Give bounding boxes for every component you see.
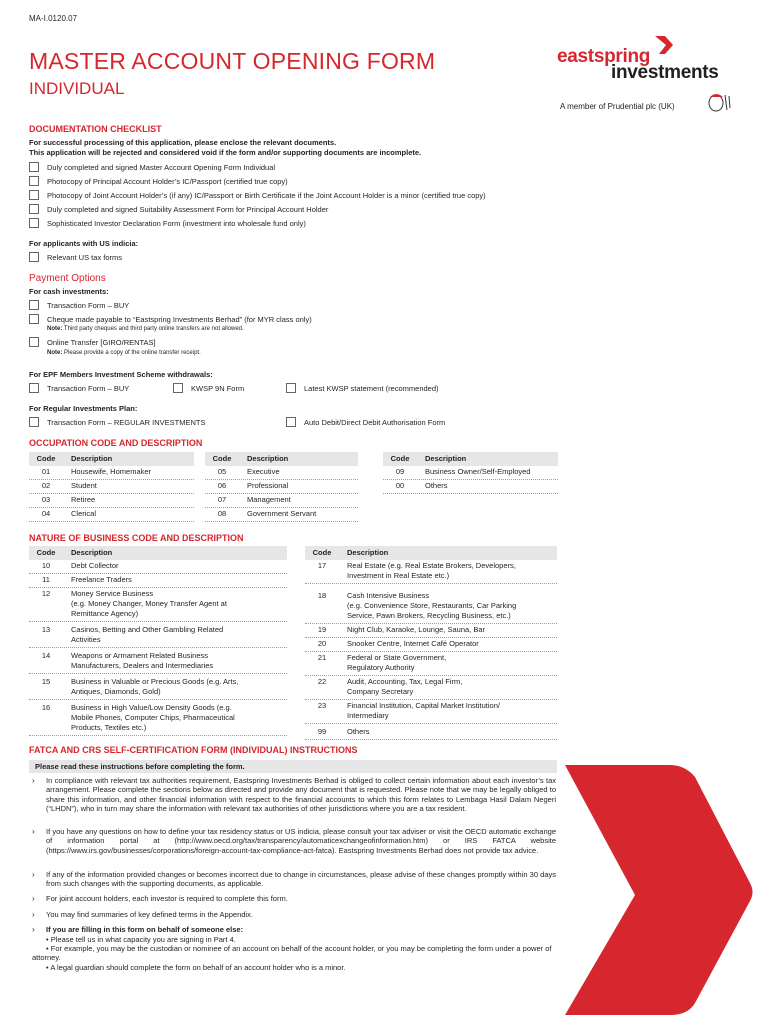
business-description: Cash Intensive Business (e.g. Convenience Store, Restaurants, Car Parking Service, Pawn Brokers, Recycling Business, etc.) [347, 591, 517, 620]
table-row [205, 494, 358, 508]
table-header [305, 546, 557, 560]
business-code: 17 [317, 561, 327, 570]
occupation-code: 05 [217, 467, 227, 476]
logo-text-investments: investments [611, 62, 719, 83]
table-row [29, 588, 287, 622]
business-description: Business in High Value/Low Density Goods (e.g. Mobile Phones, Computer Chips, Pharmaceutical Products, Textiles etc.) [71, 703, 235, 732]
business-description: Weapons or Armament Related Business Manufacturers, Dealers and Intermediaries [71, 651, 214, 670]
table-header [29, 546, 287, 560]
business-code: 14 [41, 651, 51, 660]
table-row [305, 652, 557, 676]
table-row [29, 702, 287, 736]
logo-swoosh-icon [651, 34, 677, 56]
checkbox[interactable] [29, 337, 39, 347]
business-description: Others [347, 727, 370, 736]
table-row [29, 676, 287, 700]
chevron-right-icon: › [32, 894, 35, 903]
table-row [383, 466, 558, 480]
cash-heading: For cash investments: [29, 287, 109, 296]
instruction-item: › If any of the information provided changes or becomes incorrect due to change in circumstances, please advise of these changes promptly within 30 days from such changes with the supporting documents, as applicable. [32, 870, 556, 889]
table-row [29, 574, 287, 588]
payment-heading: Payment Options [29, 273, 106, 284]
business-description: Casinos, Betting and Other Gambling Related Activities [71, 625, 224, 644]
occupation-code: 06 [217, 481, 227, 490]
column-code-header: Code [390, 454, 410, 463]
business-code: 16 [41, 703, 51, 712]
payment-item: Transaction Form – BUY [29, 300, 129, 310]
fatca-heading: FATCA AND CRS SELF-CERTIFICATION FORM (INDIVIDUAL) INSTRUCTIONS [29, 745, 358, 755]
table-row [29, 650, 287, 674]
chevron-right-icon: › [32, 910, 35, 919]
table-row [29, 624, 287, 648]
chevron-right-icon: › [32, 870, 35, 879]
business-description: Night Club, Karaoke, Lounge, Sauna, Bar [347, 625, 486, 634]
chevron-right-icon: › [32, 827, 35, 836]
instruction-item: › For joint account holders, each investor is required to complete this form. [32, 894, 288, 903]
member-text: A member of Prudential plc (UK) [560, 102, 675, 111]
chevron-right-icon: › [32, 925, 35, 934]
table-row [29, 560, 287, 574]
business-code: 19 [317, 625, 327, 634]
instruction-item: › You may find summaries of key defined terms in the Appendix. [32, 910, 253, 919]
column-code-header: Code [312, 548, 332, 557]
chevron-right-icon: › [32, 776, 35, 785]
bullet-dot-icon: • [46, 935, 49, 944]
instruction-item: › If you are filling in this form on behalf of someone else: [32, 925, 244, 934]
checkbox[interactable] [173, 383, 183, 393]
column-code-header: Code [212, 454, 232, 463]
checkbox[interactable] [286, 383, 296, 393]
instruction-item: › In compliance with relevant tax authorities requirement, Eastspring Investments Berhad is obliged to collect certain information about each investor’s tax arrangement. Please complete the sections below as directed and provide any document that is requested. Please note that we may be legally obliged to share this information, and other financial information with respect to the financial accounts to which this form relates to Lembaga Hasil Dalam Negeri (“LHDN”), who in turn may share the information with relevant tax authorities of other jurisdictions where you are a tax resident. [32, 776, 556, 813]
regular-item: Transaction Form – REGULAR INVESTMENTS [29, 417, 206, 427]
epf-item: Transaction Form – BUY [29, 383, 129, 393]
occupation-description: Housewife, Homemaker [71, 467, 152, 476]
occupation-code: 01 [41, 467, 51, 476]
occupation-description: Retiree [71, 495, 96, 504]
table-row [305, 624, 557, 638]
table-row [383, 480, 558, 494]
column-description-header: Description [71, 548, 113, 557]
table-row [29, 466, 194, 480]
column-description-header: Description [425, 454, 467, 463]
business-code: 12 [41, 589, 51, 598]
occupation-description: Management [247, 495, 291, 504]
business-code: 23 [317, 701, 327, 710]
business-code: 18 [317, 591, 327, 600]
behalf-item: • A legal guardian should complete the form on behalf of an account holder who is a minor. [46, 963, 346, 972]
page-title: MASTER ACCOUNT OPENING FORM [29, 48, 436, 74]
regular-item: Auto Debit/Direct Debit Authorisation Form [286, 417, 445, 427]
occupation-description: Clerical [71, 509, 97, 518]
regular-heading: For Regular Investments Plan: [29, 404, 138, 413]
checklist-heading: DOCUMENTATION CHECKLIST [29, 124, 162, 134]
table-row [305, 700, 557, 724]
business-code: 99 [317, 727, 327, 736]
checklist-item: Relevant US tax forms [29, 252, 122, 262]
occupation-description: Student [71, 481, 97, 490]
checkbox[interactable] [29, 176, 39, 186]
column-description-header: Description [247, 454, 289, 463]
occupation-description: Government Servant [247, 509, 317, 518]
occupation-description: Executive [247, 467, 280, 476]
eastspring-logo [555, 34, 740, 94]
epf-item: Latest KWSP statement (recommended) [286, 383, 439, 393]
occupation-description: Business Owner/Self-Employed [425, 467, 531, 476]
payment-note-2: Note: Please provide a copy of the online transfer receipt. [47, 350, 201, 356]
business-description: Snooker Centre, Internet Café Operator [347, 639, 479, 648]
occupation-heading: OCCUPATION CODE AND DESCRIPTION [29, 438, 203, 448]
checkbox[interactable] [29, 218, 39, 228]
checkbox[interactable] [29, 300, 39, 310]
table-row [305, 560, 557, 584]
occupation-code: 04 [41, 509, 51, 518]
business-description: Real Estate (e.g. Real Estate Brokers, Developers, Investment in Real Estate etc.) [347, 561, 516, 580]
table-row [205, 480, 358, 494]
occupation-code: 08 [217, 509, 227, 518]
business-code: 11 [42, 575, 50, 584]
red-chevron-graphic-icon [565, 765, 755, 1015]
checkbox[interactable] [29, 162, 39, 172]
table-row [305, 590, 557, 624]
column-description-header: Description [71, 454, 113, 463]
occupation-code: 07 [217, 495, 227, 504]
checklist-item: Duly completed and signed Suitability Assessment Form for Principal Account Holder [29, 204, 328, 214]
checklist-item: Photocopy of Joint Account Holder’s (if any) IC/Passport or Birth Certificate if the Joint Account Holder is a minor (certified true copy) [29, 190, 486, 200]
checkbox[interactable] [29, 314, 39, 324]
bullet-dot-icon: • [46, 944, 49, 953]
table-row [305, 638, 557, 652]
table-row [205, 508, 358, 522]
checklist-item: Sophisticated Investor Declaration Form (investment into wholesale fund only) [29, 218, 306, 228]
occupation-code: 09 [395, 467, 405, 476]
payment-note-1: Note: Third party cheques and third party online transfers are not allowed. [47, 326, 244, 332]
prudential-logo-icon [703, 92, 735, 114]
read-instructions-banner: Please read these instructions before completing the form. [29, 760, 557, 773]
occupation-description: Others [425, 481, 448, 490]
business-code: 20 [317, 639, 327, 648]
table-row [305, 726, 557, 740]
table-header [383, 452, 558, 466]
checkbox[interactable] [29, 252, 39, 262]
business-code: 13 [41, 625, 51, 634]
business-description: Business in Valuable or Precious Goods (e.g. Arts, Antiques, Diamonds, Gold) [71, 677, 239, 696]
column-code-header: Code [36, 548, 56, 557]
column-description-header: Description [347, 548, 389, 557]
table-row [305, 676, 557, 700]
checkbox[interactable] [29, 417, 39, 427]
table-row [29, 480, 194, 494]
checklist-item: Photocopy of Principal Account Holder’s IC/Passport (certified true copy) [29, 176, 288, 186]
instruction-item: › If you have any questions on how to define your tax residency status or US indicia, please consult your tax adviser or visit the OECD automatic exchange of information portal at (http://www.oecd.org/tax/transparency/automaticexchangeofinformation.htm) or IRS FATCA website (https://www.irs.gov/businesses/corporations/foreign-account-tax-compliance-act-fatca). Eastspring Investments Berhad does not provide tax advice. [32, 827, 556, 855]
form-number: MA-I.0120.07 [29, 14, 78, 23]
behalf-item: • For example, you may be the custodian or nominee of an account on behalf of the account holder, or you may be completing the form under a power of attorney. [32, 944, 552, 963]
checklist-item: Duly completed and signed Master Account Opening Form Individual [29, 162, 275, 172]
checklist-intro-2: This application will be rejected and considered void if the form and/or supporting documents are incomplete. [29, 148, 422, 157]
table-header [29, 452, 194, 466]
payment-item: Online Transfer [GIRO/RENTAS] [29, 337, 156, 347]
checkbox[interactable] [29, 204, 39, 214]
business-description: Federal or State Government, Regulatory Authority [347, 653, 447, 672]
epf-heading: For EPF Members Investment Scheme withdrawals: [29, 370, 213, 379]
business-code: 10 [41, 561, 51, 570]
table-row [29, 494, 194, 508]
table-header [205, 452, 358, 466]
column-code-header: Code [36, 454, 56, 463]
occupation-code: 02 [41, 481, 51, 490]
business-code: 22 [317, 677, 327, 686]
payment-item: Cheque made payable to “Eastspring Investments Berhad” (for MYR class only) [29, 314, 312, 324]
occupation-description: Professional [247, 481, 289, 490]
business-code: 15 [41, 677, 51, 686]
behalf-item: • Please tell us in what capacity you are signing in Part 4. [46, 935, 236, 944]
business-description: Audit, Accounting, Tax, Legal Firm, Company Secretary [347, 677, 463, 696]
checkbox[interactable] [29, 190, 39, 200]
table-row [205, 466, 358, 480]
epf-item: KWSP 9N Form [173, 383, 244, 393]
business-description: Financial Institution, Capital Market Institution/ Intermediary [347, 701, 500, 720]
page-subtitle: INDIVIDUAL [29, 79, 125, 98]
bullet-dot-icon: • [46, 963, 49, 972]
us-indicia-heading: For applicants with US indicia: [29, 239, 139, 248]
occupation-code: 03 [41, 495, 51, 504]
table-row [29, 508, 194, 522]
occupation-code: 00 [395, 481, 405, 490]
business-heading: NATURE OF BUSINESS CODE AND DESCRIPTION [29, 533, 244, 543]
logo-text-eastspring: eastspring [557, 46, 651, 67]
business-description: Debt Collector [71, 561, 119, 570]
business-description: Money Service Business (e.g. Money Changer, Money Transfer Agent at Remittance Agency) [71, 589, 227, 618]
business-code: 21 [317, 653, 327, 662]
checkbox[interactable] [29, 383, 39, 393]
checkbox[interactable] [286, 417, 296, 427]
business-description: Freelance Traders [71, 575, 132, 584]
checklist-intro-1: For successful processing of this application, please enclose the relevant documents. [29, 138, 337, 147]
